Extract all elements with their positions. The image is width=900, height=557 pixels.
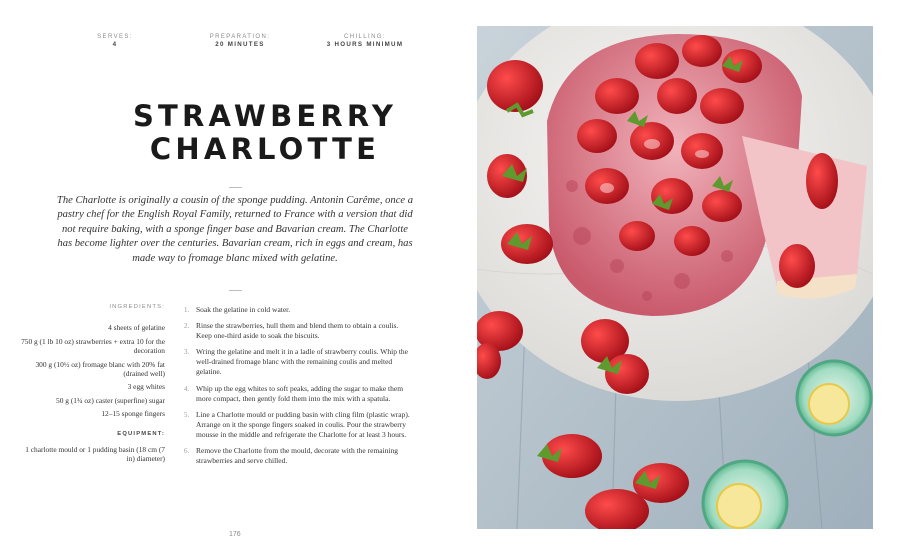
preparation-value: 20 MINUTES [215, 41, 265, 48]
ingredient-item: 3 egg whites [127, 382, 165, 392]
step-text: Whip up the egg whites to soft peaks, adding the sugar to make them more compact, then gently fold them into the mix with a spatula. [196, 383, 404, 403]
method-steps [184, 305, 410, 472]
method-step [184, 347, 410, 377]
ingredient-item: 12–15 sponge fingers [101, 409, 165, 419]
serves-label: SERVES: [97, 34, 133, 40]
step-text: Soak the gelatine in cold water. [196, 305, 291, 314]
ingredient-item: 750 g (1 lb 10 oz) strawberries + extra 10 for the decoration [21, 336, 165, 356]
step-number: 4. [184, 384, 190, 393]
title-divider [229, 187, 242, 188]
serves-value: 4 [112, 41, 118, 48]
step-text: Remove the Charlotte from the mould, decorate with the remaining strawberries and serve chilled. [196, 445, 399, 465]
chilling-info [310, 34, 420, 48]
equipment-heading: EQUIPMENT: [117, 430, 165, 437]
photo-illustration [477, 26, 873, 529]
intro-paragraph: The Charlotte is originally a cousin of the sponge pudding. Antonin Carême, once a pastry chef for the English Royal Family, returned to France with a version that did not require baking, with a sponge finger base and Bavarian cream. The Charlotte has become lighter over the centuries. Bavarian cream, rich in eggs and cream, has made way to fromage blanc mixed with gelatine. [56, 195, 414, 264]
step-text: Rinse the strawberries, hull them and blend them to obtain a coulis. Keep one-third aside to soak the biscuits. [196, 321, 399, 341]
method-step [184, 446, 410, 466]
ingredients-heading: INGREDIENTS: [109, 304, 165, 310]
intro-divider [229, 290, 242, 291]
method-step [184, 384, 410, 404]
ingredients-column [20, 303, 165, 468]
page-number: 176 [229, 531, 241, 538]
step-text: Wring the gelatine and melt it in a ladle of strawberry coulis. Whip the well-drained fromage blanc with the remaining coulis and melted gelatine. [196, 347, 408, 377]
step-number: 6. [184, 446, 190, 455]
preparation-label: PREPARATION: [209, 34, 271, 40]
preparation-info [185, 34, 295, 48]
chilling-label: CHILLING: [344, 34, 386, 40]
title-line-2: CHARLOTTE [149, 132, 381, 166]
equipment-item: 1 charlotte mould or 1 pudding basin (18 cm (7 in) diameter) [25, 445, 165, 464]
recipe-meta [60, 34, 420, 48]
method-step [184, 305, 410, 315]
serves-info [60, 34, 170, 48]
recipe-title [60, 100, 470, 166]
step-number: 1. [184, 306, 190, 314]
title-line-1: STRAWBERRY [132, 99, 398, 133]
ingredient-item: 4 sheets of gelatine [108, 323, 165, 333]
step-number: 3. [184, 348, 190, 357]
step-number: 5. [184, 410, 190, 419]
chilling-value: 3 HOURS MINIMUM [326, 41, 404, 48]
slice-strawberry [806, 153, 838, 209]
step-text: Line a Charlotte mould or pudding basin with cling film (plastic wrap). Arrange on it the sponge fingers soaked in coulis. Pour the strawberry mousse in the middle and refrigerate the Charlotte for at least 3 hours. [196, 409, 410, 439]
method-step [184, 321, 410, 341]
ingredient-item: 300 g (10½ oz) fromage blanc with 20% fat (drained well) [35, 359, 165, 379]
step-number: 2. [184, 322, 190, 331]
ingredient-item: 50 g (1¾ oz) caster (superfine) sugar [56, 395, 165, 405]
method-step [184, 410, 410, 440]
strawberry-charlotte-photo [477, 26, 873, 529]
